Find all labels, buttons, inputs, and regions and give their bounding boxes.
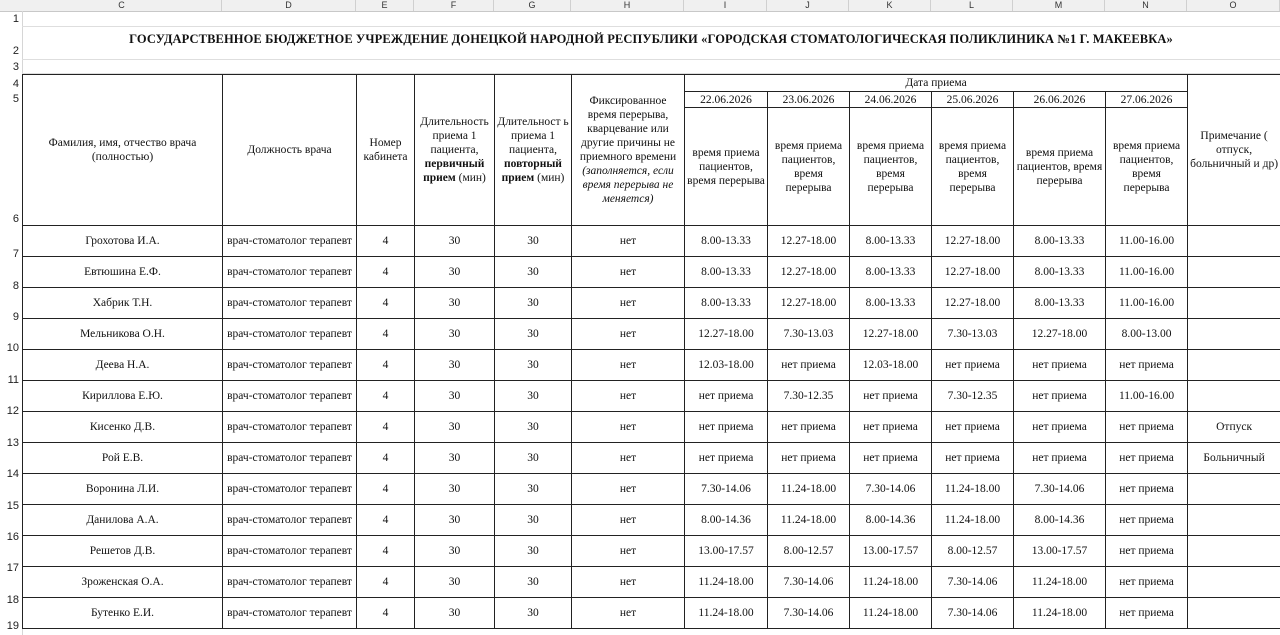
break-cell[interactable]: нет [572, 319, 685, 350]
repeat-duration-cell[interactable]: 30 [495, 319, 572, 350]
header-fio[interactable]: Фамилия, имя, отчество врача (полностью) [23, 75, 223, 226]
note-cell[interactable] [1188, 319, 1280, 350]
break-cell[interactable]: нет [572, 288, 685, 319]
slot-cell[interactable]: 11.24-18.00 [850, 598, 932, 629]
doctor-position-cell[interactable]: врач-стоматолог терапевт [223, 536, 357, 567]
cabinet-cell[interactable]: 4 [357, 381, 415, 412]
cabinet-cell[interactable]: 4 [357, 319, 415, 350]
doctor-name-cell[interactable]: Кисенко Д.В. [23, 412, 223, 443]
row-number[interactable]: 8 [12, 280, 19, 292]
header-slot[interactable]: время приема пациентов, время перерыва [1014, 108, 1106, 226]
repeat-duration-cell[interactable]: 30 [495, 474, 572, 505]
doctor-name-cell[interactable]: Рой Е.В. [23, 443, 223, 474]
header-slot[interactable]: время приема пациентов, время перерыва [932, 108, 1014, 226]
row-number[interactable]: 10 [6, 342, 19, 354]
slot-cell[interactable]: нет приема [1106, 443, 1188, 474]
row-number[interactable]: 18 [6, 594, 19, 606]
slot-cell[interactable]: нет приема [1106, 536, 1188, 567]
slot-cell[interactable]: 12.27-18.00 [932, 226, 1014, 257]
slot-cell[interactable]: 7.30-14.06 [932, 567, 1014, 598]
slot-cell[interactable]: 13.00-17.57 [850, 536, 932, 567]
row-number[interactable]: 7 [12, 248, 19, 260]
break-cell[interactable]: нет [572, 257, 685, 288]
repeat-duration-cell[interactable]: 30 [495, 226, 572, 257]
slot-cell[interactable]: 11.24-18.00 [850, 567, 932, 598]
slot-cell[interactable]: нет приема [768, 412, 850, 443]
break-cell[interactable]: нет [572, 443, 685, 474]
note-cell[interactable] [1188, 350, 1280, 381]
note-cell[interactable] [1188, 536, 1280, 567]
row-number[interactable]: 1 [12, 13, 19, 25]
note-cell[interactable] [1188, 257, 1280, 288]
slot-cell[interactable]: 8.00-13.33 [685, 288, 768, 319]
slot-cell[interactable]: 7.30-12.35 [768, 381, 850, 412]
doctor-position-cell[interactable]: врач-стоматолог терапевт [223, 257, 357, 288]
break-cell[interactable]: нет [572, 226, 685, 257]
doctor-name-cell[interactable]: Решетов Д.В. [23, 536, 223, 567]
slot-cell[interactable]: нет приема [1014, 443, 1106, 474]
row-number[interactable]: 5 [12, 93, 19, 105]
row-number[interactable]: 14 [6, 468, 19, 480]
header-date[interactable]: 27.06.2026 [1106, 92, 1188, 108]
doctor-name-cell[interactable]: Зроженская О.А. [23, 567, 223, 598]
slot-cell[interactable]: 7.30-14.06 [685, 474, 768, 505]
doctor-name-cell[interactable]: Хабрик Т.Н. [23, 288, 223, 319]
header-position[interactable]: Должность врача [223, 75, 357, 226]
doctor-name-cell[interactable]: Мельникова О.Н. [23, 319, 223, 350]
slot-cell[interactable]: 8.00-13.33 [850, 288, 932, 319]
slot-cell[interactable]: 11.00-16.00 [1106, 288, 1188, 319]
doctor-name-cell[interactable]: Данилова А.А. [23, 505, 223, 536]
slot-cell[interactable]: нет приема [1106, 474, 1188, 505]
doctor-position-cell[interactable]: врач-стоматолог терапевт [223, 226, 357, 257]
slot-cell[interactable]: нет приема [1106, 598, 1188, 629]
slot-cell[interactable]: 8.00-13.33 [850, 257, 932, 288]
primary-duration-cell[interactable]: 30 [415, 443, 495, 474]
note-cell[interactable] [1188, 505, 1280, 536]
column-header-k[interactable]: K [849, 0, 931, 11]
break-cell[interactable]: нет [572, 567, 685, 598]
slot-cell[interactable]: 11.24-18.00 [768, 474, 850, 505]
column-header-e[interactable]: E [356, 0, 414, 11]
primary-duration-cell[interactable]: 30 [415, 257, 495, 288]
slot-cell[interactable]: 11.24-18.00 [932, 474, 1014, 505]
doctor-position-cell[interactable]: врач-стоматолог терапевт [223, 505, 357, 536]
doctor-position-cell[interactable]: врач-стоматолог терапевт [223, 567, 357, 598]
doctor-name-cell[interactable]: Бутенко Е.И. [23, 598, 223, 629]
doctor-position-cell[interactable]: врач-стоматолог терапевт [223, 412, 357, 443]
doctor-name-cell[interactable]: Кириллова Е.Ю. [23, 381, 223, 412]
repeat-duration-cell[interactable]: 30 [495, 505, 572, 536]
break-cell[interactable]: нет [572, 536, 685, 567]
slot-cell[interactable]: нет приема [850, 443, 932, 474]
header-note[interactable]: Примечание ( отпуск, больничный и др) [1188, 75, 1280, 226]
slot-cell[interactable]: 11.24-18.00 [685, 598, 768, 629]
column-header-c[interactable]: C [22, 0, 222, 11]
note-cell[interactable] [1188, 381, 1280, 412]
column-header-m[interactable]: M [1013, 0, 1105, 11]
header-slot[interactable]: время приема пациентов, время перерыва [768, 108, 850, 226]
cabinet-cell[interactable]: 4 [357, 257, 415, 288]
slot-cell[interactable]: 7.30-14.06 [932, 598, 1014, 629]
slot-cell[interactable]: нет приема [685, 381, 768, 412]
repeat-duration-cell[interactable]: 30 [495, 536, 572, 567]
column-header-d[interactable]: D [222, 0, 356, 11]
cabinet-cell[interactable]: 4 [357, 536, 415, 567]
column-header-h[interactable]: H [571, 0, 684, 11]
repeat-duration-cell[interactable]: 30 [495, 567, 572, 598]
slot-cell[interactable]: 12.03-18.00 [685, 350, 768, 381]
column-header-o[interactable]: O [1187, 0, 1280, 11]
header-primary-unit: (мин) [458, 172, 486, 184]
row-number[interactable]: 12 [6, 405, 19, 417]
slot-cell[interactable]: 12.27-18.00 [850, 319, 932, 350]
header-cabinet[interactable]: Номер кабинета [357, 75, 415, 226]
doctor-position-cell[interactable]: врач-стоматолог терапевт [223, 288, 357, 319]
note-cell[interactable]: Больничный [1188, 443, 1280, 474]
row-number[interactable]: 3 [12, 61, 19, 73]
slot-cell[interactable]: нет приема [685, 443, 768, 474]
slot-cell[interactable]: нет приема [1106, 505, 1188, 536]
primary-duration-cell[interactable]: 30 [415, 381, 495, 412]
slot-cell[interactable]: 11.00-16.00 [1106, 226, 1188, 257]
slot-cell[interactable]: 12.27-18.00 [685, 319, 768, 350]
slot-cell[interactable]: нет приема [1014, 412, 1106, 443]
doctor-name-cell[interactable]: Воронина Л.И. [23, 474, 223, 505]
table-row [23, 226, 1280, 257]
table-row [23, 412, 1280, 443]
table-row [23, 474, 1280, 505]
schedule-table [22, 74, 1280, 629]
slot-cell[interactable]: нет приема [768, 350, 850, 381]
slot-cell[interactable]: 8.00-13.33 [685, 257, 768, 288]
header-repeat-bold: повторный прием [501, 158, 562, 184]
slot-cell[interactable]: нет приема [1014, 381, 1106, 412]
slot-cell[interactable]: 7.30-13.03 [932, 319, 1014, 350]
slot-cell[interactable]: нет приема [1106, 412, 1188, 443]
header-primary-bold: первичный прием [423, 158, 485, 184]
slot-cell[interactable]: 11.24-18.00 [1014, 598, 1106, 629]
slot-cell[interactable]: 8.00-13.33 [850, 226, 932, 257]
note-cell[interactable] [1188, 598, 1280, 629]
row-number[interactable]: 9 [12, 311, 19, 323]
table-row [23, 319, 1280, 350]
table-row [23, 536, 1280, 567]
slot-cell[interactable]: 8.00-13.33 [1014, 226, 1106, 257]
note-cell[interactable]: Отпуск [1188, 412, 1280, 443]
slot-cell[interactable]: 11.24-18.00 [1014, 567, 1106, 598]
row-number[interactable]: 19 [6, 620, 19, 632]
primary-duration-cell[interactable]: 30 [415, 319, 495, 350]
slot-cell[interactable]: 7.30-12.35 [932, 381, 1014, 412]
column-header-l[interactable]: L [931, 0, 1013, 11]
repeat-duration-cell[interactable]: 30 [495, 443, 572, 474]
doctor-position-cell[interactable]: врач-стоматолог терапевт [223, 381, 357, 412]
primary-duration-cell[interactable]: 30 [415, 226, 495, 257]
header-slot[interactable]: время приема пациентов, время перерыва [685, 108, 768, 226]
primary-duration-cell[interactable]: 30 [415, 505, 495, 536]
doctor-name-cell[interactable]: Грохотова И.А. [23, 226, 223, 257]
header-break-text: Фиксированное время перерыва, кварцевание или другие причины не приемного времени [579, 95, 677, 163]
header-break[interactable] [572, 75, 685, 226]
primary-duration-cell[interactable]: 30 [415, 598, 495, 629]
page-title: ГОСУДАРСТВЕННОЕ БЮДЖЕТНОЕ УЧРЕЖДЕНИЕ ДОНЕЦКОЙ НАРОДНОЙ РЕСПУБЛИКИ «ГОРОДСКАЯ СТОМАТОЛОГИЧЕСКАЯ ПОЛИКЛИНИКА №1 Г. МАКЕЕВКА» [129, 32, 1173, 46]
slot-cell[interactable]: нет приема [1106, 350, 1188, 381]
slot-cell[interactable]: нет приема [1014, 350, 1106, 381]
slot-cell[interactable]: 8.00-12.57 [932, 536, 1014, 567]
cabinet-cell[interactable]: 4 [357, 474, 415, 505]
column-header-n[interactable]: N [1105, 0, 1187, 11]
primary-duration-cell[interactable]: 30 [415, 536, 495, 567]
table-row [23, 288, 1280, 319]
column-header-f[interactable]: F [414, 0, 494, 11]
slot-cell[interactable]: нет приема [768, 443, 850, 474]
doctor-name-cell[interactable]: Евтюшина Е.Ф. [23, 257, 223, 288]
slot-cell[interactable]: 8.00-13.00 [1106, 319, 1188, 350]
header-date[interactable]: 25.06.2026 [932, 92, 1014, 108]
table-row [23, 350, 1280, 381]
header-repeat-unit: (мин) [537, 172, 565, 184]
column-header-j[interactable]: J [767, 0, 849, 11]
header-repeat-duration[interactable] [495, 75, 572, 226]
slot-cell[interactable]: нет приема [685, 412, 768, 443]
cabinet-cell[interactable]: 4 [357, 226, 415, 257]
column-header-strip [0, 0, 1280, 12]
slot-cell[interactable]: 12.27-18.00 [768, 226, 850, 257]
gridline [22, 26, 1280, 27]
header-break-note: (заполняется, если время перерыва не меняется) [582, 165, 674, 205]
slot-cell[interactable]: 8.00-14.36 [685, 505, 768, 536]
header-repeat-text: Длительност ь приема 1 пациента, [497, 116, 569, 156]
slot-cell[interactable]: 7.30-13.03 [768, 319, 850, 350]
primary-duration-cell[interactable]: 30 [415, 412, 495, 443]
header-slot[interactable]: время приема пациентов, время перерыва [1106, 108, 1188, 226]
row-number[interactable]: 6 [12, 213, 19, 225]
slot-cell[interactable]: 8.00-12.57 [768, 536, 850, 567]
table-row [23, 567, 1280, 598]
row-number[interactable]: 13 [6, 437, 19, 449]
slot-cell[interactable]: 11.24-18.00 [768, 505, 850, 536]
break-cell[interactable]: нет [572, 505, 685, 536]
slot-cell[interactable]: 7.30-14.06 [768, 567, 850, 598]
header-date[interactable]: 24.06.2026 [850, 92, 932, 108]
header-primary-text: Длительность приема 1 пациента, [420, 116, 489, 156]
repeat-duration-cell[interactable]: 30 [495, 598, 572, 629]
doctor-position-cell[interactable]: врач-стоматолог терапевт [223, 350, 357, 381]
doctor-position-cell[interactable]: врач-стоматолог терапевт [223, 598, 357, 629]
break-cell[interactable]: нет [572, 381, 685, 412]
table-row [23, 257, 1280, 288]
slot-cell[interactable]: нет приема [932, 443, 1014, 474]
cabinet-cell[interactable]: 4 [357, 412, 415, 443]
cabinet-cell[interactable]: 4 [357, 567, 415, 598]
repeat-duration-cell[interactable]: 30 [495, 288, 572, 319]
slot-cell[interactable]: 8.00-13.33 [685, 226, 768, 257]
primary-duration-cell[interactable]: 30 [415, 350, 495, 381]
slot-cell[interactable]: 12.03-18.00 [850, 350, 932, 381]
header-date[interactable]: 26.06.2026 [1014, 92, 1106, 108]
header-date[interactable]: 22.06.2026 [685, 92, 768, 108]
slot-cell[interactable]: 11.24-18.00 [932, 505, 1014, 536]
cabinet-cell[interactable]: 4 [357, 443, 415, 474]
primary-duration-cell[interactable]: 30 [415, 474, 495, 505]
row-number[interactable]: 17 [6, 562, 19, 574]
column-header-i[interactable]: I [684, 0, 767, 11]
slot-cell[interactable]: 7.30-14.06 [768, 598, 850, 629]
note-cell[interactable] [1188, 567, 1280, 598]
table-row [23, 598, 1280, 629]
schedule-body [23, 226, 1280, 629]
slot-cell[interactable]: 12.27-18.00 [932, 288, 1014, 319]
slot-cell[interactable]: 13.00-17.57 [1014, 536, 1106, 567]
slot-cell[interactable]: нет приема [932, 350, 1014, 381]
slot-cell[interactable]: нет приема [850, 412, 932, 443]
repeat-duration-cell[interactable]: 30 [495, 381, 572, 412]
note-cell[interactable] [1188, 474, 1280, 505]
slot-cell[interactable]: 12.27-18.00 [1014, 319, 1106, 350]
repeat-duration-cell[interactable]: 30 [495, 257, 572, 288]
header-date[interactable]: 23.06.2026 [768, 92, 850, 108]
slot-cell[interactable]: 8.00-14.36 [1014, 505, 1106, 536]
slot-cell[interactable]: 13.00-17.57 [685, 536, 768, 567]
doctor-name-cell[interactable]: Деева Н.А. [23, 350, 223, 381]
slot-cell[interactable]: 11.00-16.00 [1106, 257, 1188, 288]
break-cell[interactable]: нет [572, 474, 685, 505]
header-slot[interactable]: время приема пациентов, время перерыва [850, 108, 932, 226]
slot-cell[interactable]: 7.30-14.06 [850, 474, 932, 505]
slot-cell[interactable]: 12.27-18.00 [932, 257, 1014, 288]
column-header-g[interactable]: G [494, 0, 571, 11]
doctor-position-cell[interactable]: врач-стоматолог терапевт [223, 474, 357, 505]
repeat-duration-cell[interactable]: 30 [495, 350, 572, 381]
slot-cell[interactable]: 8.00-14.36 [850, 505, 932, 536]
break-cell[interactable]: нет [572, 350, 685, 381]
table-row [23, 381, 1280, 412]
slot-cell[interactable]: 8.00-13.33 [1014, 257, 1106, 288]
primary-duration-cell[interactable]: 30 [415, 288, 495, 319]
primary-duration-cell[interactable]: 30 [415, 567, 495, 598]
break-cell[interactable]: нет [572, 598, 685, 629]
row-number[interactable]: 15 [6, 500, 19, 512]
gridline [22, 59, 1280, 60]
header-primary-duration[interactable] [415, 75, 495, 226]
cabinet-cell[interactable]: 4 [357, 598, 415, 629]
slot-cell[interactable]: 12.27-18.00 [768, 288, 850, 319]
cabinet-cell[interactable]: 4 [357, 288, 415, 319]
note-cell[interactable] [1188, 288, 1280, 319]
slot-cell[interactable]: 12.27-18.00 [768, 257, 850, 288]
repeat-duration-cell[interactable]: 30 [495, 412, 572, 443]
table-row [23, 443, 1280, 474]
row-number[interactable]: 4 [12, 78, 19, 90]
break-cell[interactable]: нет [572, 412, 685, 443]
slot-cell[interactable]: 7.30-14.06 [1014, 474, 1106, 505]
table-row [23, 505, 1280, 536]
header-date-group[interactable]: Дата приема [685, 75, 1188, 92]
slot-cell[interactable]: нет приема [850, 381, 932, 412]
slot-cell[interactable]: 11.00-16.00 [1106, 381, 1188, 412]
row-number[interactable]: 2 [12, 45, 19, 57]
cabinet-cell[interactable]: 4 [357, 350, 415, 381]
row-number[interactable]: 11 [7, 374, 19, 386]
doctor-position-cell[interactable]: врач-стоматолог терапевт [223, 443, 357, 474]
slot-cell[interactable]: нет приема [1106, 567, 1188, 598]
slot-cell[interactable]: 8.00-13.33 [1014, 288, 1106, 319]
slot-cell[interactable]: нет приема [932, 412, 1014, 443]
doctor-position-cell[interactable]: врач-стоматолог терапевт [223, 319, 357, 350]
row-number[interactable]: 16 [6, 531, 19, 543]
slot-cell[interactable]: 11.24-18.00 [685, 567, 768, 598]
note-cell[interactable] [1188, 226, 1280, 257]
cabinet-cell[interactable]: 4 [357, 505, 415, 536]
